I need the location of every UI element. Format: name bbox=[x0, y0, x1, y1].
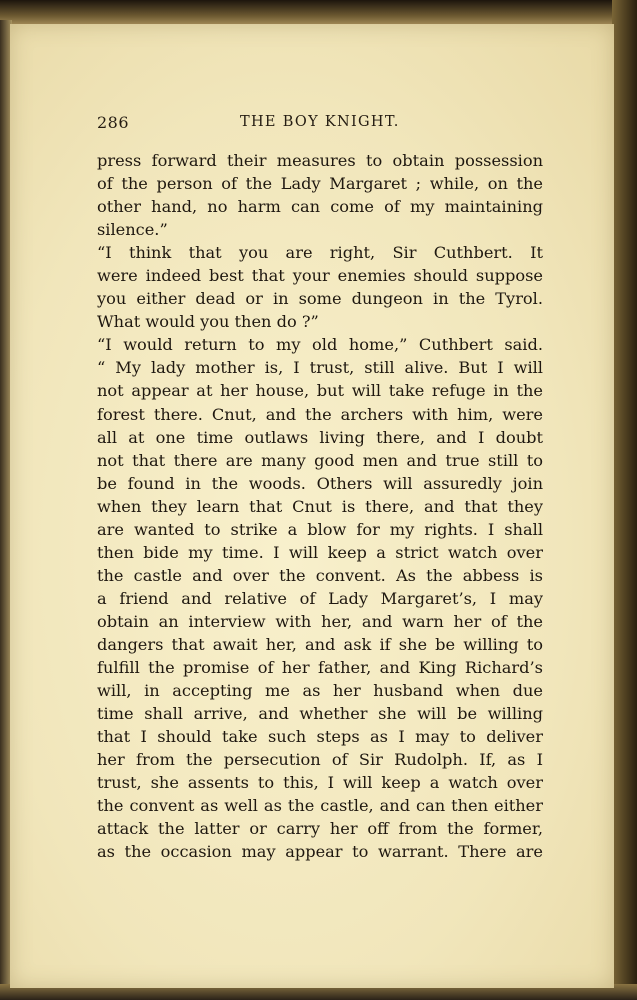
text-line: are wanted to strike a blow for my rights. I shall bbox=[97, 519, 543, 539]
text-line: forest there. Cnut, and the archers with him, were bbox=[97, 404, 543, 424]
text-line: What would you then do ?” bbox=[97, 312, 319, 332]
text-line: were indeed best that your enemies should suppose bbox=[97, 266, 543, 286]
page-number: 286 bbox=[97, 113, 130, 132]
text-line: will, in accepting me as her husband when due bbox=[97, 681, 543, 701]
running-head bbox=[97, 113, 543, 135]
text-line: all at one time outlaws living there, and I doubt bbox=[97, 427, 543, 447]
text-line: be found in the woods. Others will assuredly join bbox=[97, 473, 543, 493]
text-line: obtain an interview with her, and warn her of the bbox=[97, 611, 543, 631]
text-line: a friend and relative of Lady Margaret’s, I may bbox=[97, 588, 543, 608]
text-line: “ My lady mother is, I trust, still alive. But I will bbox=[97, 358, 543, 378]
text-line: of the person of the Lady Margaret ; while, on the bbox=[97, 174, 543, 194]
text-line: you either dead or in some dungeon in the Tyrol. bbox=[97, 289, 543, 309]
text-line: press forward their measures to obtain possession bbox=[97, 151, 543, 170]
text-line: as the occasion may appear to warrant. There are bbox=[97, 842, 543, 862]
text-line: dangers that await her, and ask if she be willing to bbox=[97, 634, 543, 654]
text-line: the castle and over the convent. As the abbess is bbox=[97, 565, 543, 585]
body-text bbox=[97, 149, 543, 863]
page-right-edge bbox=[612, 0, 637, 1000]
text-line: not that there are many good men and true still to bbox=[97, 450, 543, 470]
running-title: THE BOY KNIGHT. bbox=[240, 114, 400, 130]
text-line: fulfill the promise of her father, and King Richard’s bbox=[97, 658, 543, 678]
text-line: attack the latter or carry her off from the former, bbox=[97, 819, 543, 839]
text-line: “I think that you are right, Sir Cuthbert. It bbox=[97, 243, 543, 263]
text-line: when they learn that Cnut is there, and that they bbox=[97, 496, 543, 516]
text-line: then bide my time. I will keep a strict watch over bbox=[97, 542, 543, 562]
text-line: not appear at her house, but will take refuge in the bbox=[97, 381, 543, 401]
text-line: trust, she assents to this, I will keep a watch over bbox=[97, 773, 543, 793]
text-line: her from the persecution of Sir Rudolph. If, as I bbox=[97, 750, 543, 770]
text-line: the convent as well as the castle, and can then either bbox=[97, 796, 543, 816]
text-line: time shall arrive, and whether she will be willing bbox=[97, 704, 543, 724]
text-line: other hand, no harm can come of my maintaining bbox=[97, 197, 543, 217]
text-line: that I should take such steps as I may to deliver bbox=[97, 727, 543, 747]
text-line: “I would return to my old home,” Cuthbert said. bbox=[97, 335, 543, 355]
text-line: silence.” bbox=[97, 220, 168, 240]
